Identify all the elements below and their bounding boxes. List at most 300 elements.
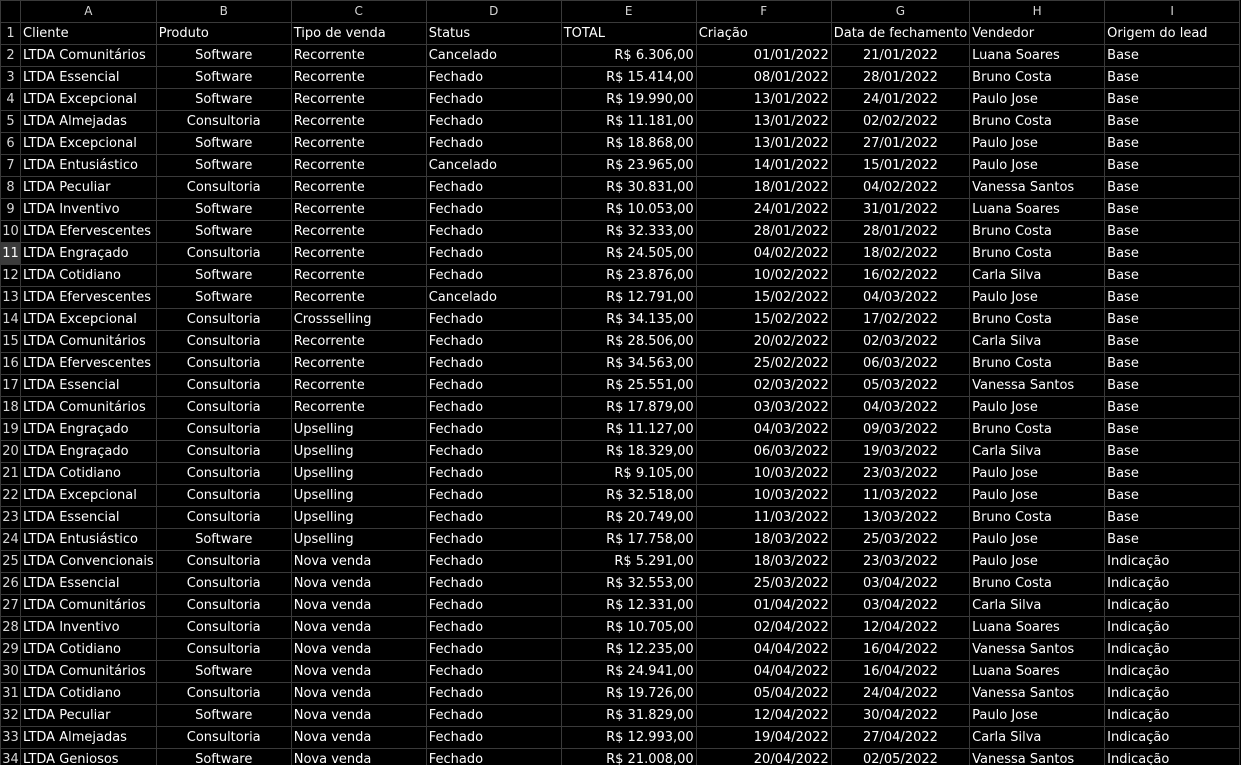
cell-total[interactable]: R$ 12.993,00 <box>561 727 696 749</box>
cell-status[interactable]: Fechado <box>426 331 561 353</box>
cell-status[interactable]: Cancelado <box>426 155 561 177</box>
cell-data-de-fechamento[interactable]: 03/04/2022 <box>831 573 969 595</box>
cell-total[interactable]: R$ 23.876,00 <box>561 265 696 287</box>
cell-data-de-fechamento[interactable]: 16/02/2022 <box>831 265 969 287</box>
header-cell-status[interactable]: Status <box>426 23 561 45</box>
cell-data-de-fechamento[interactable]: 02/03/2022 <box>831 331 969 353</box>
cell-status[interactable]: Fechado <box>426 419 561 441</box>
cell-status[interactable]: Fechado <box>426 573 561 595</box>
cell-data-de-fechamento[interactable]: 27/04/2022 <box>831 727 969 749</box>
cell-origem-do-lead[interactable]: Base <box>1105 265 1240 287</box>
cell-produto[interactable]: Software <box>156 221 291 243</box>
cell-cliente[interactable]: LTDA Excepcional <box>21 309 157 331</box>
header-cell-origem-do-lead[interactable]: Origem do lead <box>1105 23 1240 45</box>
cell-status[interactable]: Fechado <box>426 617 561 639</box>
cell-origem-do-lead[interactable]: Indicação <box>1105 661 1240 683</box>
cell-tipo-de-venda[interactable]: Recorrente <box>291 397 426 419</box>
cell-status[interactable]: Fechado <box>426 353 561 375</box>
cell-origem-do-lead[interactable]: Base <box>1105 463 1240 485</box>
row-number[interactable]: 15 <box>1 331 21 353</box>
header-cell-vendedor[interactable]: Vendedor <box>970 23 1105 45</box>
cell-criacao[interactable]: 28/01/2022 <box>696 221 831 243</box>
cell-criacao[interactable]: 20/04/2022 <box>696 749 831 765</box>
cell-total[interactable]: R$ 12.235,00 <box>561 639 696 661</box>
cell-vendedor[interactable]: Paulo Jose <box>970 133 1105 155</box>
cell-total[interactable]: R$ 11.181,00 <box>561 111 696 133</box>
cell-vendedor[interactable]: Vanessa Santos <box>970 639 1105 661</box>
cell-total[interactable]: R$ 28.506,00 <box>561 331 696 353</box>
cell-data-de-fechamento[interactable]: 27/01/2022 <box>831 133 969 155</box>
cell-produto[interactable]: Consultoria <box>156 617 291 639</box>
cell-tipo-de-venda[interactable]: Upselling <box>291 529 426 551</box>
cell-cliente[interactable]: LTDA Inventivo <box>21 617 157 639</box>
cell-cliente[interactable]: LTDA Efervescentes <box>21 221 157 243</box>
cell-produto[interactable]: Software <box>156 67 291 89</box>
column-header-a[interactable]: A <box>21 1 157 23</box>
cell-cliente[interactable]: LTDA Comunitários <box>21 595 157 617</box>
cell-vendedor[interactable]: Bruno Costa <box>970 507 1105 529</box>
cell-produto[interactable]: Software <box>156 287 291 309</box>
cell-data-de-fechamento[interactable]: 28/01/2022 <box>831 221 969 243</box>
cell-vendedor[interactable]: Bruno Costa <box>970 309 1105 331</box>
cell-tipo-de-venda[interactable]: Recorrente <box>291 243 426 265</box>
cell-vendedor[interactable]: Luana Soares <box>970 617 1105 639</box>
row-number[interactable]: 32 <box>1 705 21 727</box>
cell-origem-do-lead[interactable]: Base <box>1105 287 1240 309</box>
cell-cliente[interactable]: LTDA Engraçado <box>21 243 157 265</box>
cell-cliente[interactable]: LTDA Almejadas <box>21 111 157 133</box>
cell-criacao[interactable]: 03/03/2022 <box>696 397 831 419</box>
cell-criacao[interactable]: 04/04/2022 <box>696 661 831 683</box>
cell-data-de-fechamento[interactable]: 02/02/2022 <box>831 111 969 133</box>
cell-criacao[interactable]: 04/04/2022 <box>696 639 831 661</box>
cell-produto[interactable]: Software <box>156 529 291 551</box>
row-number[interactable]: 22 <box>1 485 21 507</box>
cell-origem-do-lead[interactable]: Base <box>1105 397 1240 419</box>
cell-cliente[interactable]: LTDA Comunitários <box>21 331 157 353</box>
row-number[interactable]: 13 <box>1 287 21 309</box>
cell-produto[interactable]: Consultoria <box>156 419 291 441</box>
row-number[interactable]: 20 <box>1 441 21 463</box>
cell-status[interactable]: Fechado <box>426 67 561 89</box>
cell-origem-do-lead[interactable]: Indicação <box>1105 617 1240 639</box>
cell-produto[interactable]: Consultoria <box>156 639 291 661</box>
cell-cliente[interactable]: LTDA Entusiástico <box>21 529 157 551</box>
cell-total[interactable]: R$ 30.831,00 <box>561 177 696 199</box>
cell-vendedor[interactable]: Luana Soares <box>970 45 1105 67</box>
cell-cliente[interactable]: LTDA Comunitários <box>21 661 157 683</box>
row-number[interactable]: 25 <box>1 551 21 573</box>
cell-tipo-de-venda[interactable]: Recorrente <box>291 133 426 155</box>
cell-criacao[interactable]: 11/03/2022 <box>696 507 831 529</box>
cell-data-de-fechamento[interactable]: 04/03/2022 <box>831 397 969 419</box>
cell-vendedor[interactable]: Bruno Costa <box>970 353 1105 375</box>
cell-status[interactable]: Fechado <box>426 397 561 419</box>
cell-status[interactable]: Fechado <box>426 133 561 155</box>
cell-criacao[interactable]: 12/04/2022 <box>696 705 831 727</box>
cell-produto[interactable]: Consultoria <box>156 485 291 507</box>
cell-vendedor[interactable]: Vanessa Santos <box>970 749 1105 765</box>
cell-cliente[interactable]: LTDA Cotidiano <box>21 683 157 705</box>
cell-total[interactable]: R$ 24.505,00 <box>561 243 696 265</box>
cell-criacao[interactable]: 01/04/2022 <box>696 595 831 617</box>
cell-tipo-de-venda[interactable]: Nova venda <box>291 639 426 661</box>
cell-total[interactable]: R$ 12.331,00 <box>561 595 696 617</box>
cell-status[interactable]: Fechado <box>426 551 561 573</box>
cell-total[interactable]: R$ 10.705,00 <box>561 617 696 639</box>
cell-vendedor[interactable]: Paulo Jose <box>970 287 1105 309</box>
cell-data-de-fechamento[interactable]: 16/04/2022 <box>831 639 969 661</box>
cell-cliente[interactable]: LTDA Essencial <box>21 67 157 89</box>
row-number[interactable]: 31 <box>1 683 21 705</box>
column-header-e[interactable]: E <box>561 1 696 23</box>
cell-tipo-de-venda[interactable]: Nova venda <box>291 705 426 727</box>
row-number[interactable]: 6 <box>1 133 21 155</box>
cell-tipo-de-venda[interactable]: Nova venda <box>291 573 426 595</box>
cell-total[interactable]: R$ 9.105,00 <box>561 463 696 485</box>
cell-cliente[interactable]: LTDA Excepcional <box>21 485 157 507</box>
column-header-d[interactable]: D <box>426 1 561 23</box>
row-number[interactable]: 33 <box>1 727 21 749</box>
cell-vendedor[interactable]: Vanessa Santos <box>970 683 1105 705</box>
cell-tipo-de-venda[interactable]: Crossselling <box>291 309 426 331</box>
cell-status[interactable]: Fechado <box>426 463 561 485</box>
cell-produto[interactable]: Software <box>156 661 291 683</box>
cell-total[interactable]: R$ 25.551,00 <box>561 375 696 397</box>
cell-cliente[interactable]: LTDA Essencial <box>21 507 157 529</box>
cell-vendedor[interactable]: Bruno Costa <box>970 67 1105 89</box>
cell-origem-do-lead[interactable]: Indicação <box>1105 551 1240 573</box>
cell-tipo-de-venda[interactable]: Upselling <box>291 441 426 463</box>
cell-origem-do-lead[interactable]: Base <box>1105 177 1240 199</box>
cell-vendedor[interactable]: Carla Silva <box>970 727 1105 749</box>
select-all-corner[interactable] <box>1 1 21 23</box>
cell-data-de-fechamento[interactable]: 04/02/2022 <box>831 177 969 199</box>
cell-total[interactable]: R$ 15.414,00 <box>561 67 696 89</box>
cell-total[interactable]: R$ 18.868,00 <box>561 133 696 155</box>
column-header-i[interactable]: I <box>1105 1 1240 23</box>
row-number[interactable]: 10 <box>1 221 21 243</box>
cell-status[interactable]: Fechado <box>426 265 561 287</box>
cell-criacao[interactable]: 08/01/2022 <box>696 67 831 89</box>
row-number[interactable]: 29 <box>1 639 21 661</box>
cell-origem-do-lead[interactable]: Base <box>1105 133 1240 155</box>
cell-tipo-de-venda[interactable]: Recorrente <box>291 67 426 89</box>
cell-cliente[interactable]: LTDA Entusiástico <box>21 155 157 177</box>
cell-total[interactable]: R$ 32.553,00 <box>561 573 696 595</box>
cell-data-de-fechamento[interactable]: 23/03/2022 <box>831 463 969 485</box>
cell-cliente[interactable]: LTDA Essencial <box>21 573 157 595</box>
cell-tipo-de-venda[interactable]: Nova venda <box>291 661 426 683</box>
cell-produto[interactable]: Software <box>156 45 291 67</box>
column-header-c[interactable]: C <box>291 1 426 23</box>
cell-tipo-de-venda[interactable]: Recorrente <box>291 287 426 309</box>
cell-criacao[interactable]: 25/02/2022 <box>696 353 831 375</box>
row-number[interactable]: 18 <box>1 397 21 419</box>
cell-vendedor[interactable]: Paulo Jose <box>970 463 1105 485</box>
cell-criacao[interactable]: 04/02/2022 <box>696 243 831 265</box>
cell-tipo-de-venda[interactable]: Recorrente <box>291 265 426 287</box>
cell-criacao[interactable]: 13/01/2022 <box>696 89 831 111</box>
cell-total[interactable]: R$ 19.990,00 <box>561 89 696 111</box>
cell-status[interactable]: Fechado <box>426 221 561 243</box>
cell-origem-do-lead[interactable]: Base <box>1105 243 1240 265</box>
cell-produto[interactable]: Consultoria <box>156 507 291 529</box>
cell-vendedor[interactable]: Carla Silva <box>970 265 1105 287</box>
header-cell-data-de-fechamento[interactable]: Data de fechamento <box>831 23 969 45</box>
cell-produto[interactable]: Consultoria <box>156 727 291 749</box>
cell-status[interactable]: Fechado <box>426 661 561 683</box>
cell-status[interactable]: Fechado <box>426 375 561 397</box>
cell-total[interactable]: R$ 34.135,00 <box>561 309 696 331</box>
cell-status[interactable]: Fechado <box>426 177 561 199</box>
cell-criacao[interactable]: 20/02/2022 <box>696 331 831 353</box>
cell-origem-do-lead[interactable]: Base <box>1105 375 1240 397</box>
row-number[interactable]: 34 <box>1 749 21 765</box>
cell-tipo-de-venda[interactable]: Upselling <box>291 507 426 529</box>
cell-criacao[interactable]: 05/04/2022 <box>696 683 831 705</box>
cell-data-de-fechamento[interactable]: 16/04/2022 <box>831 661 969 683</box>
cell-data-de-fechamento[interactable]: 09/03/2022 <box>831 419 969 441</box>
cell-status[interactable]: Fechado <box>426 111 561 133</box>
row-number[interactable]: 28 <box>1 617 21 639</box>
cell-vendedor[interactable]: Paulo Jose <box>970 551 1105 573</box>
cell-data-de-fechamento[interactable]: 18/02/2022 <box>831 243 969 265</box>
cell-status[interactable]: Fechado <box>426 639 561 661</box>
cell-criacao[interactable]: 25/03/2022 <box>696 573 831 595</box>
row-number[interactable]: 30 <box>1 661 21 683</box>
cell-cliente[interactable]: LTDA Peculiar <box>21 705 157 727</box>
cell-data-de-fechamento[interactable]: 13/03/2022 <box>831 507 969 529</box>
cell-criacao[interactable]: 10/03/2022 <box>696 485 831 507</box>
cell-origem-do-lead[interactable]: Base <box>1105 67 1240 89</box>
cell-vendedor[interactable]: Paulo Jose <box>970 705 1105 727</box>
row-number[interactable]: 19 <box>1 419 21 441</box>
header-cell-tipo-de-venda[interactable]: Tipo de venda <box>291 23 426 45</box>
cell-tipo-de-venda[interactable]: Nova venda <box>291 595 426 617</box>
cell-criacao[interactable]: 18/01/2022 <box>696 177 831 199</box>
cell-vendedor[interactable]: Luana Soares <box>970 199 1105 221</box>
cell-origem-do-lead[interactable]: Indicação <box>1105 573 1240 595</box>
cell-origem-do-lead[interactable]: Indicação <box>1105 727 1240 749</box>
row-number[interactable]: 24 <box>1 529 21 551</box>
cell-total[interactable]: R$ 12.791,00 <box>561 287 696 309</box>
cell-tipo-de-venda[interactable]: Upselling <box>291 463 426 485</box>
cell-origem-do-lead[interactable]: Base <box>1105 331 1240 353</box>
cell-criacao[interactable]: 18/03/2022 <box>696 529 831 551</box>
cell-tipo-de-venda[interactable]: Recorrente <box>291 199 426 221</box>
cell-data-de-fechamento[interactable]: 03/04/2022 <box>831 595 969 617</box>
cell-produto[interactable]: Consultoria <box>156 111 291 133</box>
cell-produto[interactable]: Consultoria <box>156 573 291 595</box>
cell-total[interactable]: R$ 18.329,00 <box>561 441 696 463</box>
cell-data-de-fechamento[interactable]: 24/01/2022 <box>831 89 969 111</box>
row-number[interactable]: 27 <box>1 595 21 617</box>
cell-origem-do-lead[interactable]: Indicação <box>1105 639 1240 661</box>
cell-origem-do-lead[interactable]: Base <box>1105 529 1240 551</box>
cell-tipo-de-venda[interactable]: Recorrente <box>291 331 426 353</box>
cell-origem-do-lead[interactable]: Base <box>1105 309 1240 331</box>
cell-produto[interactable]: Software <box>156 749 291 765</box>
row-number[interactable]: 14 <box>1 309 21 331</box>
cell-vendedor[interactable]: Paulo Jose <box>970 529 1105 551</box>
cell-tipo-de-venda[interactable]: Nova venda <box>291 749 426 765</box>
cell-criacao[interactable]: 06/03/2022 <box>696 441 831 463</box>
cell-criacao[interactable]: 19/04/2022 <box>696 727 831 749</box>
cell-tipo-de-venda[interactable]: Recorrente <box>291 45 426 67</box>
cell-tipo-de-venda[interactable]: Nova venda <box>291 617 426 639</box>
row-number[interactable]: 12 <box>1 265 21 287</box>
cell-vendedor[interactable]: Paulo Jose <box>970 397 1105 419</box>
cell-vendedor[interactable]: Vanessa Santos <box>970 375 1105 397</box>
cell-origem-do-lead[interactable]: Base <box>1105 485 1240 507</box>
cell-vendedor[interactable]: Bruno Costa <box>970 111 1105 133</box>
cell-cliente[interactable]: LTDA Engraçado <box>21 441 157 463</box>
row-number[interactable]: 1 <box>1 23 21 45</box>
cell-criacao[interactable]: 02/04/2022 <box>696 617 831 639</box>
cell-origem-do-lead[interactable]: Base <box>1105 89 1240 111</box>
cell-data-de-fechamento[interactable]: 05/03/2022 <box>831 375 969 397</box>
cell-origem-do-lead[interactable]: Base <box>1105 507 1240 529</box>
cell-data-de-fechamento[interactable]: 23/03/2022 <box>831 551 969 573</box>
cell-total[interactable]: R$ 24.941,00 <box>561 661 696 683</box>
cell-cliente[interactable]: LTDA Comunitários <box>21 45 157 67</box>
column-header-b[interactable]: B <box>156 1 291 23</box>
cell-status[interactable]: Fechado <box>426 529 561 551</box>
cell-criacao[interactable]: 14/01/2022 <box>696 155 831 177</box>
cell-origem-do-lead[interactable]: Indicação <box>1105 683 1240 705</box>
cell-status[interactable]: Fechado <box>426 727 561 749</box>
cell-criacao[interactable]: 10/02/2022 <box>696 265 831 287</box>
cell-produto[interactable]: Software <box>156 89 291 111</box>
cell-data-de-fechamento[interactable]: 02/05/2022 <box>831 749 969 765</box>
cell-origem-do-lead[interactable]: Base <box>1105 353 1240 375</box>
cell-status[interactable]: Cancelado <box>426 287 561 309</box>
row-number[interactable]: 26 <box>1 573 21 595</box>
cell-produto[interactable]: Consultoria <box>156 375 291 397</box>
cell-total[interactable]: R$ 5.291,00 <box>561 551 696 573</box>
cell-cliente[interactable]: LTDA Cotidiano <box>21 463 157 485</box>
cell-vendedor[interactable]: Bruno Costa <box>970 221 1105 243</box>
cell-vendedor[interactable]: Paulo Jose <box>970 89 1105 111</box>
cell-status[interactable]: Fechado <box>426 199 561 221</box>
cell-total[interactable]: R$ 11.127,00 <box>561 419 696 441</box>
cell-produto[interactable]: Software <box>156 705 291 727</box>
cell-cliente[interactable]: LTDA Cotidiano <box>21 265 157 287</box>
cell-data-de-fechamento[interactable]: 19/03/2022 <box>831 441 969 463</box>
cell-vendedor[interactable]: Bruno Costa <box>970 419 1105 441</box>
cell-total[interactable]: R$ 19.726,00 <box>561 683 696 705</box>
row-number[interactable]: 3 <box>1 67 21 89</box>
cell-cliente[interactable]: LTDA Almejadas <box>21 727 157 749</box>
cell-data-de-fechamento[interactable]: 28/01/2022 <box>831 67 969 89</box>
cell-origem-do-lead[interactable]: Base <box>1105 155 1240 177</box>
cell-status[interactable]: Fechado <box>426 705 561 727</box>
cell-produto[interactable]: Consultoria <box>156 309 291 331</box>
cell-vendedor[interactable]: Bruno Costa <box>970 573 1105 595</box>
cell-cliente[interactable]: LTDA Comunitários <box>21 397 157 419</box>
cell-data-de-fechamento[interactable]: 31/01/2022 <box>831 199 969 221</box>
cell-status[interactable]: Fechado <box>426 507 561 529</box>
cell-tipo-de-venda[interactable]: Recorrente <box>291 155 426 177</box>
cell-tipo-de-venda[interactable]: Nova venda <box>291 683 426 705</box>
cell-tipo-de-venda[interactable]: Upselling <box>291 419 426 441</box>
cell-total[interactable]: R$ 17.758,00 <box>561 529 696 551</box>
cell-status[interactable]: Fechado <box>426 683 561 705</box>
cell-total[interactable]: R$ 32.518,00 <box>561 485 696 507</box>
cell-origem-do-lead[interactable]: Indicação <box>1105 705 1240 727</box>
cell-criacao[interactable]: 15/02/2022 <box>696 287 831 309</box>
cell-produto[interactable]: Consultoria <box>156 177 291 199</box>
cell-produto[interactable]: Consultoria <box>156 441 291 463</box>
row-number[interactable]: 8 <box>1 177 21 199</box>
cell-data-de-fechamento[interactable]: 15/01/2022 <box>831 155 969 177</box>
cell-tipo-de-venda[interactable]: Recorrente <box>291 89 426 111</box>
cell-total[interactable]: R$ 34.563,00 <box>561 353 696 375</box>
cell-tipo-de-venda[interactable]: Recorrente <box>291 353 426 375</box>
cell-cliente[interactable]: LTDA Essencial <box>21 375 157 397</box>
header-cell-total[interactable]: TOTAL <box>561 23 696 45</box>
cell-vendedor[interactable]: Paulo Jose <box>970 155 1105 177</box>
cell-origem-do-lead[interactable]: Base <box>1105 441 1240 463</box>
cell-cliente[interactable]: LTDA Peculiar <box>21 177 157 199</box>
cell-origem-do-lead[interactable]: Indicação <box>1105 595 1240 617</box>
cell-origem-do-lead[interactable]: Indicação <box>1105 749 1240 765</box>
cell-total[interactable]: R$ 17.879,00 <box>561 397 696 419</box>
cell-cliente[interactable]: LTDA Excepcional <box>21 89 157 111</box>
row-number[interactable]: 21 <box>1 463 21 485</box>
cell-origem-do-lead[interactable]: Base <box>1105 419 1240 441</box>
cell-produto[interactable]: Software <box>156 133 291 155</box>
cell-origem-do-lead[interactable]: Base <box>1105 199 1240 221</box>
cell-cliente[interactable]: LTDA Cotidiano <box>21 639 157 661</box>
cell-data-de-fechamento[interactable]: 25/03/2022 <box>831 529 969 551</box>
cell-vendedor[interactable]: Bruno Costa <box>970 243 1105 265</box>
cell-produto[interactable]: Consultoria <box>156 331 291 353</box>
cell-cliente[interactable]: LTDA Engraçado <box>21 419 157 441</box>
cell-vendedor[interactable]: Luana Soares <box>970 661 1105 683</box>
cell-criacao[interactable]: 15/02/2022 <box>696 309 831 331</box>
cell-status[interactable]: Fechado <box>426 309 561 331</box>
cell-produto[interactable]: Consultoria <box>156 683 291 705</box>
cell-status[interactable]: Cancelado <box>426 45 561 67</box>
cell-total[interactable]: R$ 23.965,00 <box>561 155 696 177</box>
cell-criacao[interactable]: 13/01/2022 <box>696 133 831 155</box>
cell-cliente[interactable]: LTDA Inventivo <box>21 199 157 221</box>
cell-vendedor[interactable]: Paulo Jose <box>970 485 1105 507</box>
row-number[interactable]: 5 <box>1 111 21 133</box>
cell-produto[interactable]: Consultoria <box>156 397 291 419</box>
row-number[interactable]: 2 <box>1 45 21 67</box>
cell-total[interactable]: R$ 6.306,00 <box>561 45 696 67</box>
cell-status[interactable]: Fechado <box>426 89 561 111</box>
cell-status[interactable]: Fechado <box>426 485 561 507</box>
cell-tipo-de-venda[interactable]: Recorrente <box>291 221 426 243</box>
cell-data-de-fechamento[interactable]: 21/01/2022 <box>831 45 969 67</box>
cell-vendedor[interactable]: Carla Silva <box>970 595 1105 617</box>
cell-data-de-fechamento[interactable]: 12/04/2022 <box>831 617 969 639</box>
cell-produto[interactable]: Software <box>156 199 291 221</box>
row-number[interactable]: 7 <box>1 155 21 177</box>
cell-cliente[interactable]: LTDA Efervescentes <box>21 287 157 309</box>
cell-total[interactable]: R$ 10.053,00 <box>561 199 696 221</box>
cell-criacao[interactable]: 24/01/2022 <box>696 199 831 221</box>
cell-criacao[interactable]: 18/03/2022 <box>696 551 831 573</box>
header-cell-produto[interactable]: Produto <box>156 23 291 45</box>
cell-criacao[interactable]: 10/03/2022 <box>696 463 831 485</box>
row-number[interactable]: 23 <box>1 507 21 529</box>
header-cell-criacao[interactable]: Criação <box>696 23 831 45</box>
